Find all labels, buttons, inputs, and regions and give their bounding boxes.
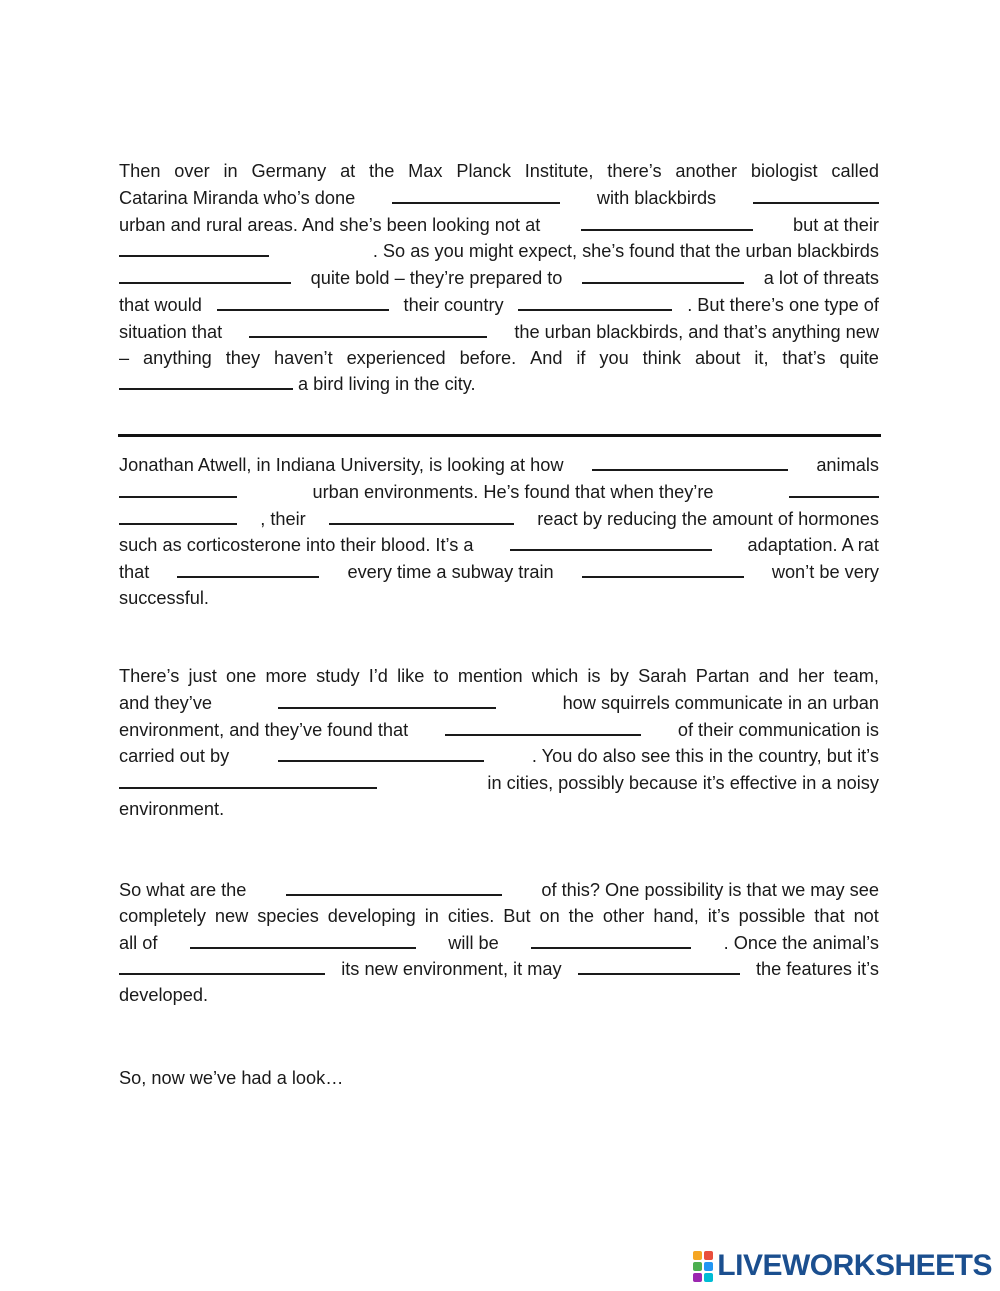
answer-blank[interactable]	[119, 238, 269, 257]
text-line	[119, 238, 879, 265]
text-segment: react by reducing the amount of hormones	[537, 508, 879, 529]
text-segment: . But there’s one type of	[687, 294, 879, 315]
answer-blank[interactable]	[531, 930, 691, 949]
text-line	[119, 212, 879, 239]
text-line	[119, 743, 879, 770]
text-line	[119, 717, 879, 744]
answer-blank[interactable]	[190, 930, 416, 949]
text-line	[119, 159, 879, 185]
text-segment: how squirrels communicate in an urban	[562, 692, 879, 713]
text-segment: Jonathan Atwell, in Indiana University, is looking at how	[119, 455, 564, 475]
text-segment: such as corticosterone into their blood. It’s a	[119, 535, 474, 556]
answer-blank[interactable]	[789, 479, 879, 498]
text-line	[119, 319, 879, 346]
text-segment: a lot of threats	[763, 268, 879, 289]
text-line	[119, 185, 879, 212]
text-line	[119, 770, 879, 797]
answer-blank[interactable]	[119, 371, 293, 390]
answer-blank[interactable]	[592, 452, 788, 471]
text-segment: developed.	[119, 985, 208, 1006]
text-segment: . Once the animal’s	[723, 932, 879, 953]
paragraph-3	[119, 664, 879, 823]
answer-blank[interactable]	[278, 743, 484, 762]
answer-blank[interactable]	[329, 506, 514, 525]
answer-blank[interactable]	[582, 559, 744, 578]
text-line	[119, 532, 879, 559]
text-segment: completely new species developing in cities. But on the other hand, it’s possible that not	[119, 905, 879, 926]
answer-blank[interactable]	[510, 532, 712, 551]
section-divider	[118, 434, 881, 437]
text-segment: will be	[448, 932, 499, 953]
text-line	[119, 956, 879, 983]
text-segment: adaptation. A rat	[747, 535, 879, 556]
text-segment: successful.	[119, 587, 209, 608]
paragraph-4	[119, 877, 879, 1009]
text-segment: won’t be very	[771, 562, 879, 583]
text-segment: the urban blackbirds, and that’s anything new	[514, 321, 879, 342]
answer-blank[interactable]	[392, 185, 560, 204]
text-segment: , their	[260, 508, 306, 529]
text-line	[119, 452, 879, 479]
answer-blank[interactable]	[581, 212, 753, 231]
text-segment: its new environment, it may	[341, 959, 562, 980]
text-segment: So, now we’ve had a look…	[119, 1068, 344, 1088]
text-line	[119, 292, 879, 319]
text-segment: and they’ve	[119, 692, 213, 713]
answer-blank[interactable]	[445, 717, 641, 736]
text-segment: animals	[816, 455, 879, 475]
text-segment: that	[119, 562, 150, 583]
answer-blank[interactable]	[582, 265, 744, 284]
text-line	[119, 371, 879, 398]
logo-text: LIVEWORKSHEETS	[717, 1249, 992, 1282]
text-line	[119, 797, 879, 823]
answer-blank[interactable]	[278, 690, 496, 709]
answer-blank[interactable]	[119, 956, 325, 975]
text-segment: in cities, possibly because it’s effective in a noisy	[487, 773, 879, 794]
text-segment: carried out by	[119, 746, 230, 767]
text-line	[119, 664, 879, 690]
text-segment: . So as you might expect, she’s found that the urban blackbirds	[372, 241, 879, 262]
text-segment: Then over in Germany at the Max Planck Institute, there’s another biologist called	[119, 161, 879, 181]
text-line	[119, 479, 879, 506]
text-segment: environment.	[119, 798, 225, 819]
text-segment: all of	[119, 932, 158, 953]
logo-mark-icon	[693, 1251, 713, 1282]
paragraph-2	[119, 452, 879, 612]
text-segment: with blackbirds	[596, 187, 717, 208]
text-segment: There’s just one more study I’d like to mention which is by Sarah Partan and her team,	[119, 666, 879, 686]
text-segment: Catarina Miranda who’s done	[119, 187, 356, 208]
answer-blank[interactable]	[177, 559, 319, 578]
text-segment: urban environments. He’s found that when they’re	[312, 481, 714, 502]
text-line	[119, 690, 879, 717]
text-line	[119, 983, 879, 1009]
text-segment: urban and rural areas. And she’s been looking not at	[119, 214, 541, 235]
paragraph-5	[119, 1066, 879, 1092]
text-segment: situation that	[119, 321, 223, 342]
text-line	[119, 506, 879, 533]
text-line	[119, 559, 879, 586]
text-segment: – anything they haven’t experienced before. And if you think about it, that’s quite	[119, 347, 879, 368]
text-segment: a bird living in the city.	[298, 374, 476, 395]
text-line	[119, 586, 879, 612]
answer-blank[interactable]	[578, 956, 740, 975]
text-segment: environment, and they’ve found that	[119, 719, 409, 740]
answer-blank[interactable]	[119, 479, 237, 498]
text-line	[119, 904, 879, 930]
text-segment: their country	[403, 294, 504, 315]
text-line	[119, 1066, 879, 1092]
text-line	[119, 877, 879, 904]
answer-blank[interactable]	[217, 292, 389, 311]
answer-blank[interactable]	[286, 877, 502, 896]
text-segment: of this? One possibility is that we may see	[541, 880, 879, 900]
text-segment: quite bold – they’re prepared to	[310, 268, 563, 289]
answer-blank[interactable]	[753, 185, 879, 204]
answer-blank[interactable]	[119, 770, 377, 789]
liveworksheets-logo	[693, 1249, 992, 1283]
text-line	[119, 346, 879, 372]
text-segment: but at their	[793, 214, 879, 235]
text-segment: So what are the	[119, 880, 247, 900]
text-line	[119, 265, 879, 292]
text-segment: of their communication is	[677, 719, 879, 740]
paragraph-1	[119, 159, 879, 398]
answer-blank[interactable]	[249, 319, 487, 338]
text-segment: the features it’s	[755, 959, 879, 980]
text-line	[119, 930, 879, 957]
text-segment: . You do also see this in the country, but it’s	[531, 746, 879, 767]
answer-blank[interactable]	[119, 506, 237, 525]
answer-blank[interactable]	[119, 265, 291, 284]
answer-blank[interactable]	[518, 292, 672, 311]
text-segment: every time a subway train	[347, 562, 554, 583]
text-segment: that would	[119, 294, 202, 315]
